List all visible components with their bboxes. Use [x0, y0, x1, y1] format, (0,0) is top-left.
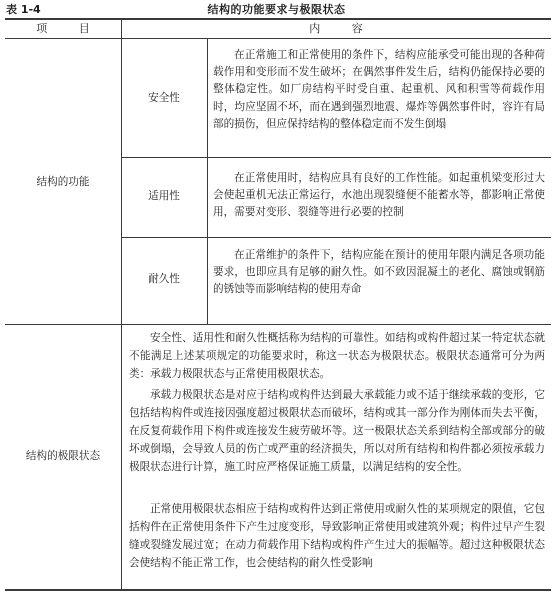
row-name-safety: 安全性 [148, 92, 180, 104]
limit-paragraph-3: 正常使用极限状态相应于结构或构件达到正常使用或耐久性的某项规定的限值，它包括构件在正常使用条件下产生过度变形，导致影响正常使用或建筑外观；构件过早产生裂缝或裂缝发展过宽；在动力荷载作用下结构或构件产生过大的振幅等。超过这种极限状态会使结构不能正常工作，也会使结构的耐久性受影响 [129, 503, 545, 570]
section-divider [5, 324, 551, 325]
row-divider-safety [121, 157, 551, 158]
limit-section-label: 结构的极限状态 [25, 450, 101, 462]
row-text-safety: 在正常施工和正常使用的条件下，结构应能承受可能出现的各种荷载作用和变形而不发生破坏；在偶然事件发生后，结构仍能保持必要的整体稳定性。如厂房结构平时受自重、起重机、风和积雪等荷载作用时，均应坚固不坏，而在遇到强烈地震、爆炸等偶然事件时，容许有局部的损伤，但应保持结构的整体稳定而不发生倒塌 [213, 49, 545, 130]
column-header-content: 内 容 [309, 22, 377, 35]
function-section-label: 结构的功能 [36, 176, 90, 188]
row-text-durability: 在正常维护的条件下，结构应能在预计的使用年限内满足各项功能要求，也即应具有足够的耐久性。如不致因混凝土的老化、腐蚀或钢筋的锈蚀等而影响结构的使用寿命 [213, 249, 545, 296]
table-caption [0, 0, 553, 16]
table-title: 结构的功能要求与极限状态 [207, 3, 346, 16]
row-divider-suitability [121, 237, 551, 238]
row-name-suitability: 适用性 [148, 190, 180, 202]
row-text-suitability: 在正常使用时，结构应具有良好的工作性能。如起重机梁变形过大会使起重机无法正常运行，水池出现裂缝便不能蓄水等，都影响正常使用，需要对变形、裂缝等进行必要的控制 [213, 172, 545, 219]
subcolumn-divider [207, 38, 208, 324]
limit-paragraph-2: 承载力极限状态是对应于结构或构件达到最大承载能力或不适于继续承载的变形，它包括结构构件或连接因强度超过极限状态而破坏，结构或其一部分作为刚体而失去平衡，在反复荷载作用下构件或连接发生疲劳破坏等。这一极限状态关系到结构全部或部分的破坏或倒塌，会导致人员的伤亡或严重的经济损失，所以对所有结构和构件都必须按承载力极限状态进行计算，施工时应严格保证施工质量，以满足结构的安全性。 [129, 389, 545, 474]
limit-paragraph-1: 安全性、适用性和耐久性概括称为结构的可靠性。如结构或构件超过某一特定状态就不能满足上述某项规定的功能要求时，称这一状态为极限状态。极限状态通常可分为两类：承载力极限状态与正常使用极限状态。 [129, 332, 545, 381]
header-divider [5, 38, 551, 39]
row-name-durability: 耐久性 [148, 273, 180, 285]
table-number: 表 1-4 [6, 3, 41, 16]
table-bottom-border [5, 589, 551, 591]
column-header-item: 项 目 [36, 22, 104, 35]
requirements-table [5, 18, 551, 591]
